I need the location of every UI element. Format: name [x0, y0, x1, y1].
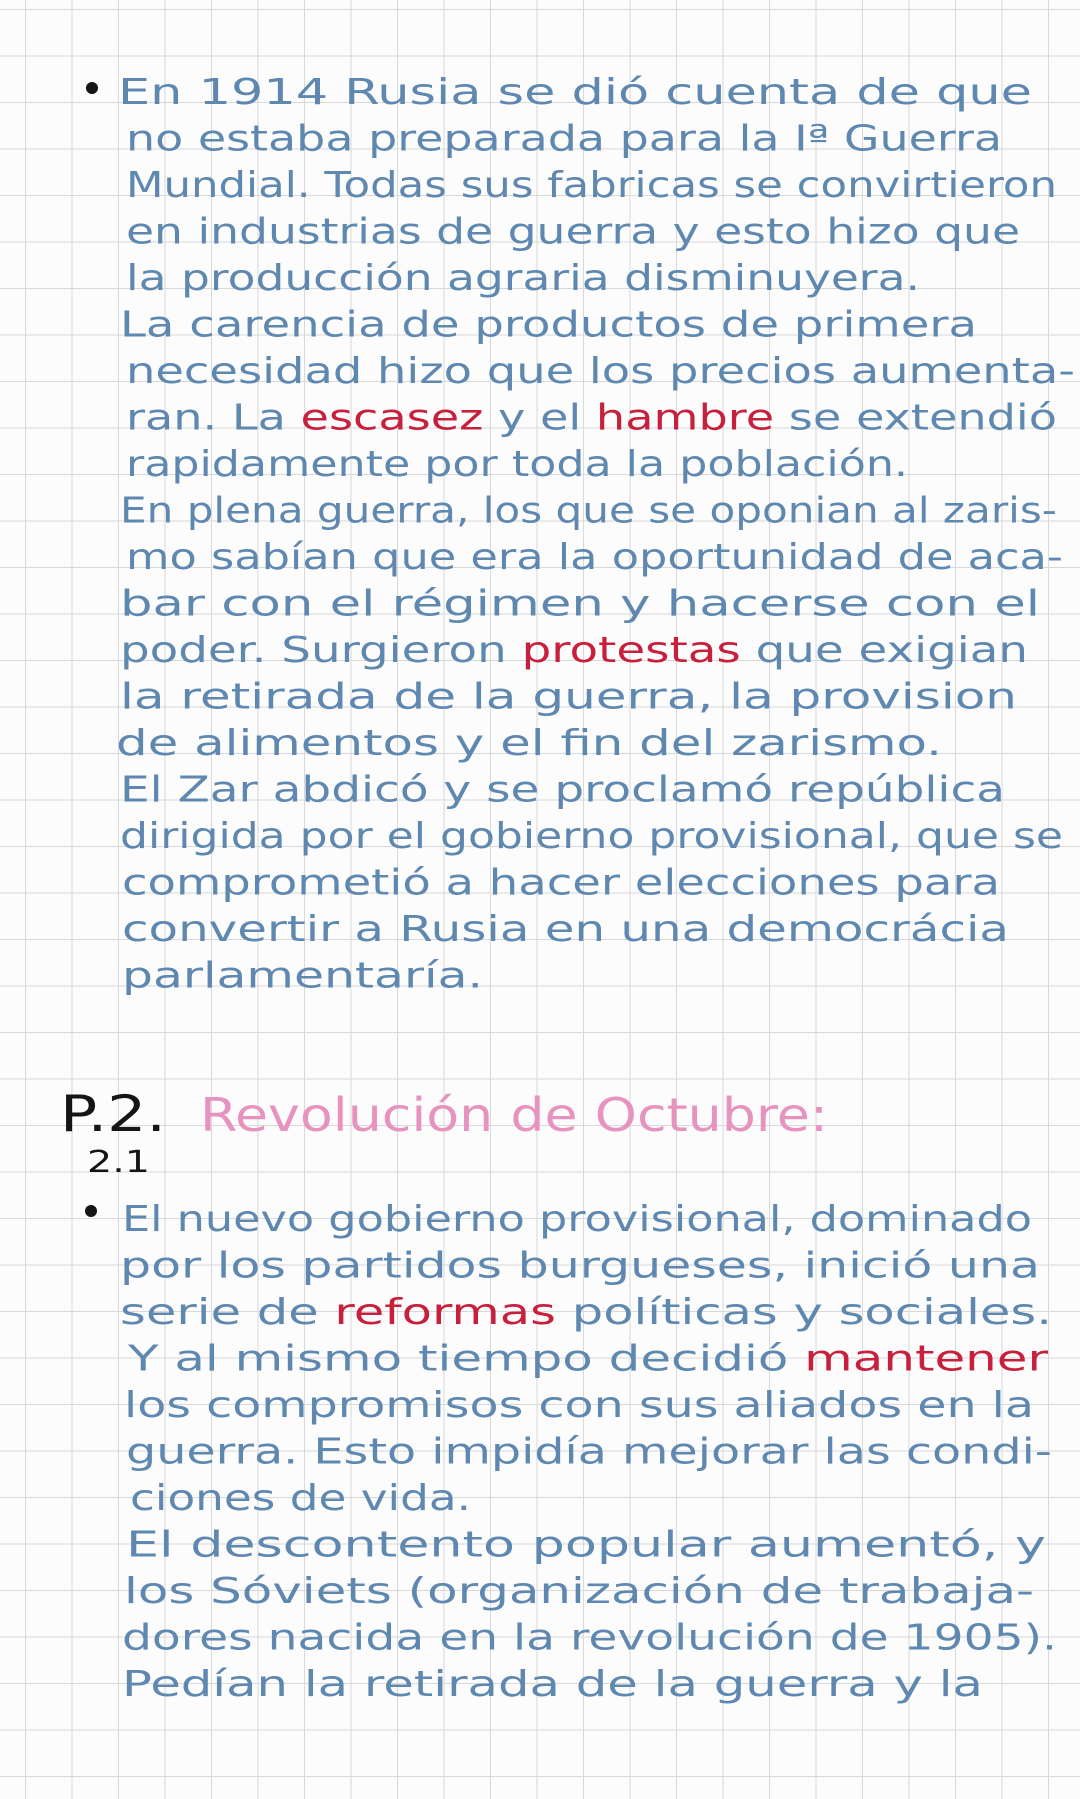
- text-segment: Mundial. Todas sus fabricas se convirtieron: [126, 165, 1057, 206]
- text-line: [116, 723, 942, 764]
- text-segment: Y al mismo tiempo decidió: [128, 1338, 617, 1380]
- text-segment: El nuevo gobierno provisional, dominado: [122, 1199, 1032, 1240]
- paragraph-section-2: [120, 1199, 1057, 1705]
- text-segment: necesidad hizo que los precios aumenta-: [126, 351, 1075, 392]
- text-segment: El Zar abdicó y se proclamó república: [120, 769, 1005, 811]
- text-line: [120, 630, 1028, 671]
- text-line: [124, 1385, 1034, 1426]
- text-segment: en industrias de guerra y esto hizo que: [126, 211, 1020, 253]
- text-segment: los compromisos con sus aliados en la: [124, 1385, 1034, 1426]
- text-line: [120, 1292, 1052, 1333]
- text-line: [126, 1525, 1046, 1566]
- text-segment: En 1914 Rusia se dió cuenta de que: [118, 72, 1032, 113]
- text-line: [124, 1571, 1034, 1612]
- text-segment: dirigida por el gobierno provisional, que se: [120, 816, 1063, 857]
- text-segment: serie de: [120, 1292, 276, 1333]
- text-line: [126, 537, 1063, 578]
- text-segment: bar con el régimen y hacerse con el: [120, 583, 1040, 625]
- text-line: [122, 909, 1009, 950]
- bullet-1: [86, 82, 98, 94]
- text-line: [120, 305, 977, 346]
- text-segment: políticas y sociales.: [556, 1292, 917, 1333]
- text-line: [122, 1618, 1057, 1659]
- text-line: [127, 1339, 1049, 1380]
- text-segment: comprometió a hacer elecciones para: [122, 862, 1000, 904]
- text-segment: se extendió: [774, 397, 995, 439]
- text-segment: Pedían la retirada de la guerra y la: [122, 1664, 983, 1705]
- text-line: [120, 491, 1057, 532]
- text-line: [126, 258, 920, 299]
- highlighted-word: mantener: [804, 1338, 981, 1380]
- text-segment: por los partidos burgueses, inició una: [120, 1245, 1040, 1287]
- text-segment: los Sóviets (organización de trabaja-: [124, 1571, 1034, 1612]
- section-title: Revolución de Octubre:: [200, 1088, 828, 1142]
- text-line: [120, 816, 1063, 857]
- text-line: [126, 165, 1057, 206]
- text-line: [120, 770, 1005, 811]
- text-line: [122, 1199, 1032, 1240]
- text-line: [122, 1664, 983, 1705]
- text-segment: La carencia de productos de primera: [120, 304, 977, 346]
- text-segment: ciones de vida.: [130, 1478, 471, 1519]
- text-segment: dores nacida en la revolución de 1905).: [122, 1617, 1057, 1659]
- text-line: [122, 956, 483, 997]
- text-line: [126, 1432, 1052, 1473]
- text-line: [126, 212, 1020, 253]
- text-segment: la retirada de la guerra, la provision: [120, 676, 1018, 718]
- text-line: [130, 1478, 471, 1519]
- text-segment: la producción agraria disminuyera.: [126, 258, 920, 299]
- text-segment: que exigian: [740, 630, 963, 671]
- text-segment: de alimentos y el fin del zarismo.: [116, 723, 942, 764]
- text-segment: guerra. Esto impidía mejorar las condi-: [126, 1431, 1052, 1473]
- text-segment: no estaba preparada para la Iª Guerra: [126, 118, 1003, 160]
- highlighted-word: escasez: [300, 397, 444, 439]
- bullet-2: [85, 1205, 97, 1217]
- text-line: [126, 398, 1057, 439]
- text-line: [126, 119, 1002, 160]
- highlighted-word: protestas: [521, 630, 691, 671]
- text-segment: poder. Surgieron: [120, 630, 430, 671]
- paragraph-section-1: [116, 72, 1075, 997]
- text-segment: En plena guerra, los que se oponian al zaris-: [120, 490, 1057, 532]
- text-line: [122, 863, 1000, 904]
- text-segment: y el: [483, 397, 572, 439]
- text-segment: convertir a Rusia en una democrácia: [122, 909, 1009, 950]
- subsection-number: 2.1: [87, 1145, 150, 1180]
- text-line: [118, 72, 1032, 113]
- text-segment: El descontento popular aumentó, y: [126, 1524, 1046, 1566]
- text-line: [126, 351, 1075, 392]
- text-line: [120, 584, 1040, 625]
- text-segment: ran. La: [126, 397, 263, 439]
- highlighted-word: reformas: [334, 1292, 496, 1333]
- text-segment: mo sabían que era la oportunidad de aca-: [126, 537, 1063, 578]
- text-line: [126, 444, 908, 485]
- text-line: [120, 677, 1017, 718]
- text-line: [120, 1246, 1040, 1287]
- section-number: P.2.: [60, 1085, 166, 1143]
- highlighted-word: hambre: [595, 397, 735, 439]
- text-segment: rapidamente por toda la población.: [126, 444, 908, 485]
- text-segment: parlamentaría.: [122, 955, 483, 997]
